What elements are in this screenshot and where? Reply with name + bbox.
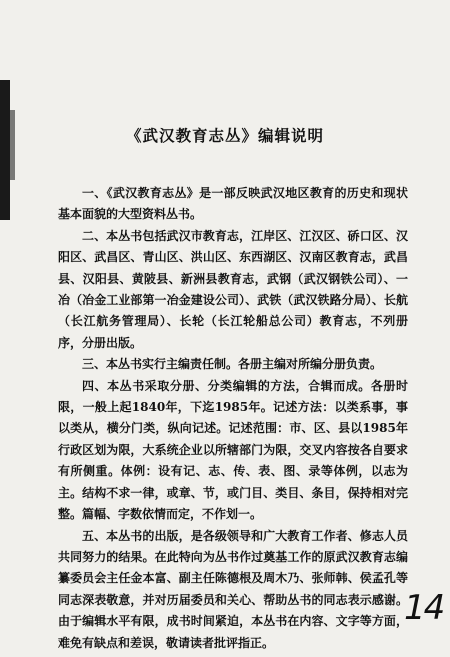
paragraph-4: 四、本丛书采取分册、分类编辑的方法，合辑而成。各册时限，一般上起1840年，下迄1985年。记述方法：以类系事，事以类从，横分门类，纵向记述。记述范围：市、区、县以1985年行政区划为限，大系统企业以所辖部门为限，交叉内容按各自要求有所侧重。体例：设有记、志、传、表、图、录等体例，以志为主。结构不求一律，或章、节，或门目、类目、条目，保持相对完整。篇幅、字数依情而定，不作划一。 bbox=[58, 378, 408, 522]
paragraph-2: 二、本丛书包括武汉市教育志，江岸区、江汉区、硚口区、汉阳区、武昌区、青山区、洪山区、东西湖区、汉南区教育志，武昌县、汉阳县、黄陂县、新洲县教育志，武钢（武汉钢铁公司）、一冶（冶金工业部第一冶金建设公司）、武铁（武汉铁路分局）、长航（长江航务管理局）、长轮（长江轮船总公司）教育志，不列册序，分册出版。 bbox=[58, 228, 408, 350]
handwritten-page-number: 14 bbox=[404, 588, 444, 628]
paragraph-1: 一、《武汉教育志丛》是一部反映武汉地区教育的历史和现状基本面貌的大型资料丛书。 bbox=[58, 186, 408, 222]
body-text bbox=[58, 183, 408, 654]
binding-edge-shadow bbox=[0, 80, 10, 220]
paragraph-5: 五、本丛书的出版，是各级领导和广大教育工作者、修志人员共同努力的结果。在此特向为丛书作过奠基工作的原武汉教育志编纂委员会主任金本富、副主任陈德根及周木乃、张师韩、侯孟孔等同志深表敬意，并对历届委员和关心、帮助丛书的同志表示感谢。由于编辑水平有限，成书时间紧迫，本丛书在内容、文字等方面，难免有缺点和差误，敬请读者批评指正。 bbox=[58, 528, 408, 650]
page-title: 《武汉教育志丛》编辑说明 bbox=[125, 126, 324, 145]
paragraph-3: 三、本丛书实行主编责任制。各册主编对所编分册负责。 bbox=[82, 357, 383, 372]
